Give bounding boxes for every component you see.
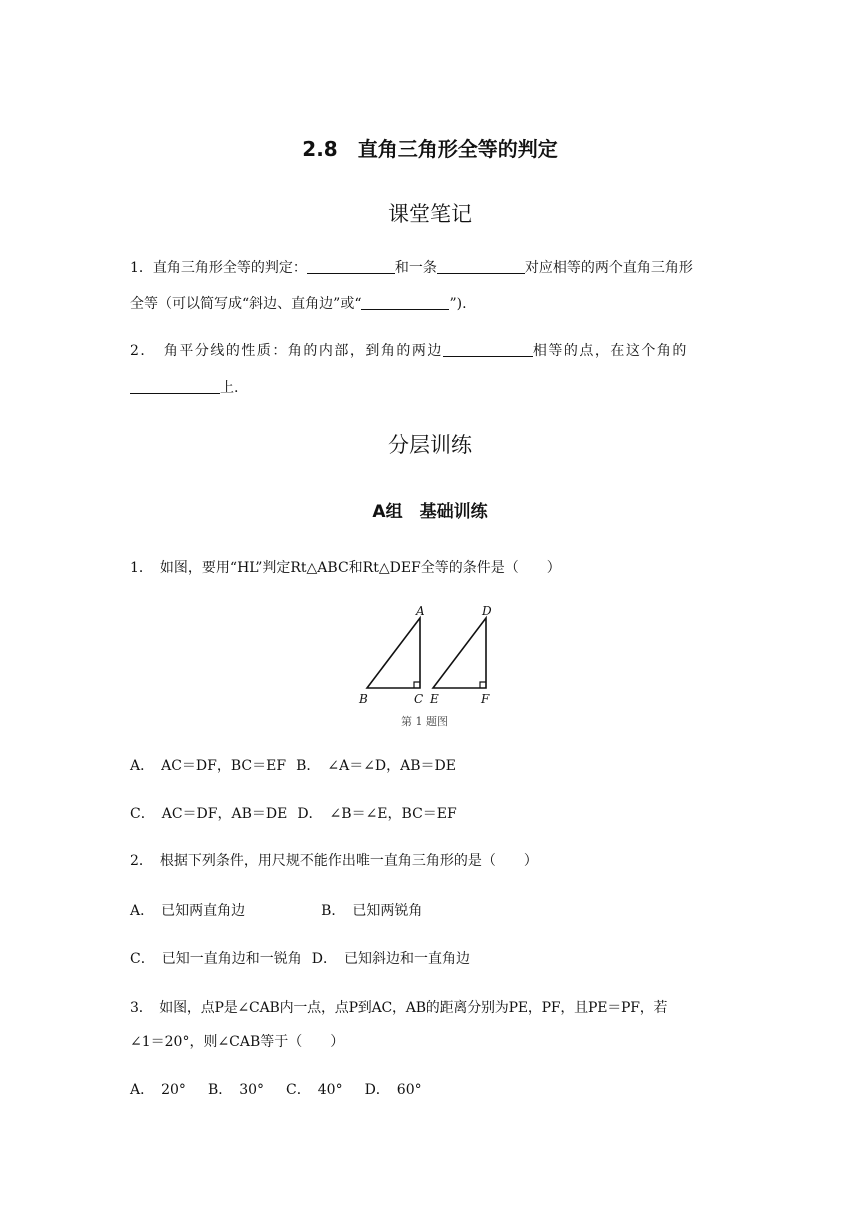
right-angle-mark-c [414, 682, 420, 688]
note-1-line-2 [130, 295, 467, 313]
note-2-text-c: 上. [220, 380, 239, 396]
q2-option-d: D． 已知斜边和一直角边 [311, 951, 470, 967]
question-2-stem: 2． 根据下列条件，用尺规不能作出唯一直角三角形的是（ ） [130, 853, 538, 869]
group-title: A组 基础训练 [372, 502, 488, 522]
note-1-text-d: 全等（可以简写成“斜边、直角边”或“ [130, 296, 362, 312]
note-1-number: 1． [130, 260, 153, 276]
note-2-text-b: 相等的点，在这个角的 [532, 343, 688, 359]
label-f: F [481, 692, 490, 706]
note-1-blank-3 [361, 295, 449, 310]
q3-option-d: D． 60° [364, 1082, 422, 1098]
q3-option-c: C． 40° [286, 1082, 343, 1098]
note-2-text-a: 角平分线的性质：角的内部，到角的两边 [163, 343, 443, 359]
section-heading-training: 分层训练 [388, 433, 472, 457]
q2-option-c: C． 已知一直角边和一锐角 [130, 951, 302, 967]
note-2-blank-1 [443, 342, 533, 357]
question-1-stem: 1． 如图，要用“HL”判定Rt△ABC和Rt△DEF全等的条件是（ ） [130, 560, 561, 576]
question-2-options-row-2 [130, 950, 470, 968]
page-title: 2.8 直角三角形全等的判定 [302, 137, 558, 161]
triangle-def [433, 618, 486, 688]
note-1-text-b: 和一条 [394, 260, 437, 276]
section-heading-notes: 课堂笔记 [388, 202, 472, 226]
question-3-stem-line-2: ∠1＝20°，则∠CAB等于（ ） [130, 1034, 345, 1050]
q2-option-b: B． 已知两锐角 [321, 903, 423, 919]
note-1-text-e: ”). [449, 296, 467, 312]
note-2-blank-2 [130, 379, 220, 394]
label-e: E [430, 692, 439, 706]
question-1-figure [355, 600, 495, 735]
question-1-options-row-1 [130, 757, 456, 775]
right-angle-mark-f [480, 682, 486, 688]
question-1-options-row-2 [130, 805, 457, 823]
q1-option-a: A． AC＝DF，BC＝EF [130, 758, 287, 774]
q3-option-a: A． 20° [130, 1082, 186, 1098]
note-1-blank-1 [307, 259, 395, 274]
question-3-options [130, 1081, 422, 1099]
question-2-options-row-1 [130, 902, 422, 920]
note-1-line-1 [130, 259, 693, 277]
q3-option-b: B． 30° [207, 1082, 265, 1098]
label-c: C [414, 692, 424, 706]
note-2-number: 2． [130, 343, 156, 359]
note-2-line-1 [130, 342, 688, 360]
note-1-blank-2 [437, 259, 525, 274]
label-b: B [359, 692, 368, 706]
label-d: D [482, 604, 492, 618]
q1-option-d: D． ∠B＝∠E，BC＝EF [297, 806, 457, 822]
q1-option-b: B． ∠A＝∠D，AB＝DE [296, 758, 457, 774]
note-1-text-a: 直角三角形全等的判定： [152, 260, 307, 276]
triangle-abc [367, 618, 420, 688]
note-1-text-c: 对应相等的两个直角三角形 [524, 260, 693, 276]
figure-caption: 第 1 题图 [401, 715, 448, 728]
q2-option-a: A． 已知两直角边 [130, 903, 246, 919]
note-2-line-2 [130, 379, 238, 397]
label-a: A [416, 604, 425, 618]
q1-option-c: C． AC＝DF，AB＝DE [130, 806, 288, 822]
question-3-stem-line-1: 3． 如图，点P是∠CAB内一点，点P到AC，AB的距离分别为PE，PF，且PE＝PF，若 [130, 1000, 668, 1016]
